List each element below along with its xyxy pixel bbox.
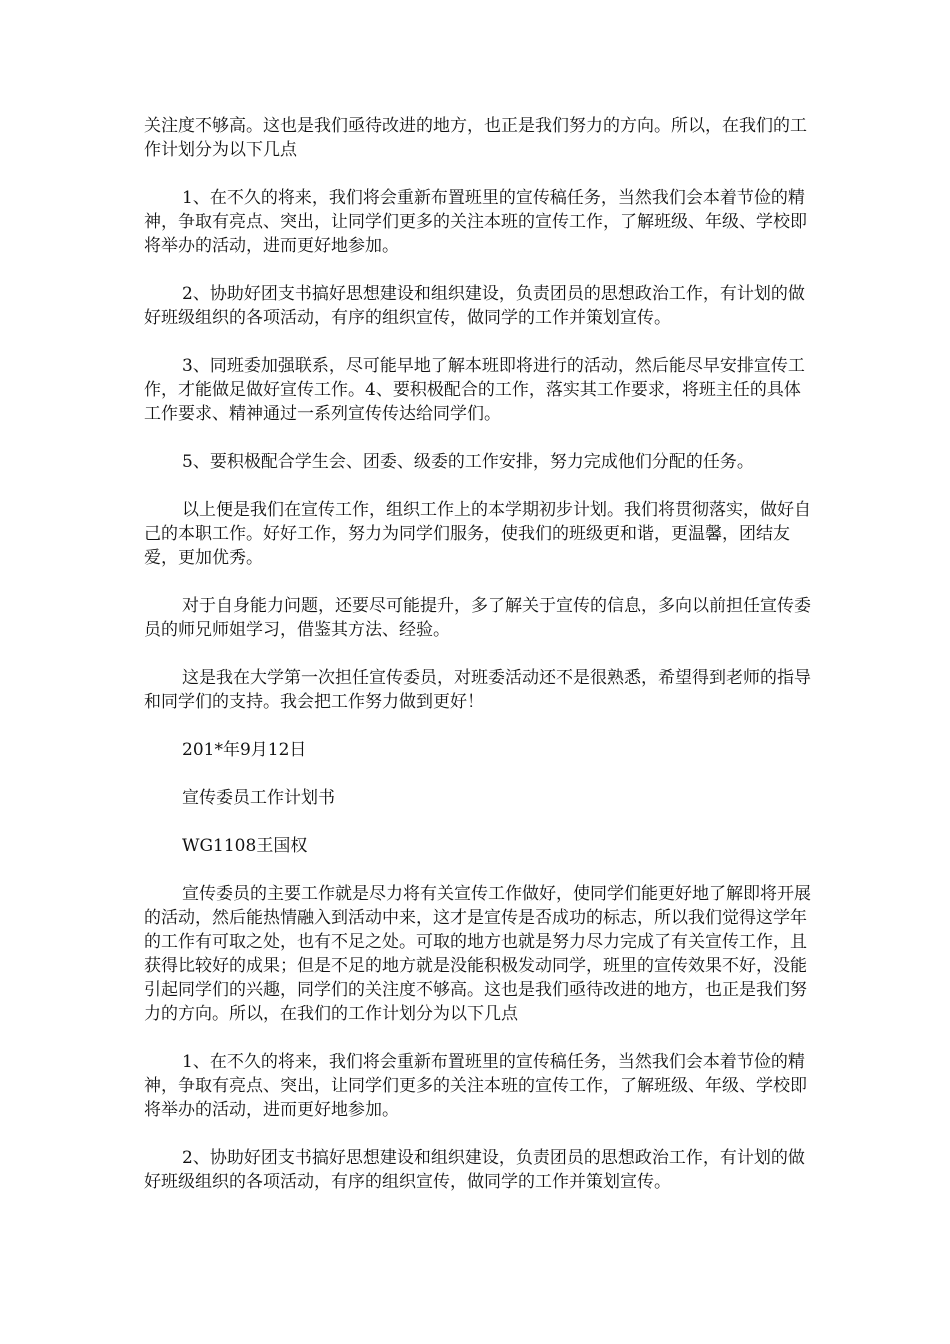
document-title: 宣传委员工作计划书 xyxy=(182,788,335,808)
author-line: WG1108王国权 xyxy=(182,836,308,856)
paragraph-0: 关注度不够高。这也是我们亟待改进的地方，也正是我们努力的方向。所以，在我们的工作计划分为以下几点 xyxy=(144,116,807,160)
paragraph-7: 这是我在大学第一次担任宣传委员，对班委活动还不是很熟悉，希望得到老师的指导和同学们的支持。我会把工作努力做到更好！ xyxy=(144,668,811,712)
paragraph-6: 对于自身能力问题，还要尽可能提升，多了解关于宣传的信息，多向以前担任宣传委员的师兄师姐学习，借鉴其方法、经验。 xyxy=(144,596,811,640)
paragraph-5: 以上便是我们在宣传工作，组织工作上的本学期初步计划。我们将贯彻落实，做好自己的本职工作。好好工作，努力为同学们服务，使我们的班级更和谐，更温馨，团结友爱，更加优秀。 xyxy=(144,500,811,568)
paragraph-12: 1、在不久的将来，我们将会重新布置班里的宣传稿任务，当然我们会本着节俭的精神，争取有亮点、突出，让同学们更多的关注本班的宣传工作，了解班级、年级、学校即将举办的活动，进而更好地参加。 xyxy=(144,1052,807,1120)
paragraph-11: 宣传委员的主要工作就是尽力将有关宣传工作做好，使同学们能更好地了解即将开展的活动，然后能热情融入到活动中来，这才是宣传是否成功的标志，所以我们觉得这学年的工作有可取之处，也有不足之处。可取的地方也就是努力尽力完成了有关宣传工作，且获得比较好的成果；但是不足的地方就是没能积极发动同学，班里的宣传效果不好，没能引起同学们的兴趣，同学们的关注度不够高。这也是我们亟待改进的地方，也正是我们努力的方向。所以，在我们的工作计划分为以下几点 xyxy=(144,884,811,1024)
paragraph-3: 3、同班委加强联系，尽可能早地了解本班即将进行的活动，然后能尽早安排宣传工作，才能做足做好宣传工作。4、要积极配合的工作，落实其工作要求，将班主任的具体工作要求、精神通过一系列宣传传达给同学们。 xyxy=(144,356,805,424)
document-page xyxy=(144,114,814,1218)
paragraph-4: 5、要积极配合学生会、团委、级委的工作安排，努力完成他们分配的任务。 xyxy=(182,452,754,472)
paragraph-13: 2、协助好团支书搞好思想建设和组织建设，负责团员的思想政治工作，有计划的做好班级组织的各项活动，有序的组织宣传，做同学的工作并策划宣传。 xyxy=(144,1148,805,1192)
date-line: 201*年9月12日 xyxy=(182,740,307,760)
paragraph-1: 1、在不久的将来，我们将会重新布置班里的宣传稿任务，当然我们会本着节俭的精神，争取有亮点、突出，让同学们更多的关注本班的宣传工作，了解班级、年级、学校即将举办的活动，进而更好地参加。 xyxy=(144,188,807,256)
paragraph-2: 2、协助好团支书搞好思想建设和组织建设，负责团员的思想政治工作，有计划的做好班级组织的各项活动，有序的组织宣传，做同学的工作并策划宣传。 xyxy=(144,284,805,328)
